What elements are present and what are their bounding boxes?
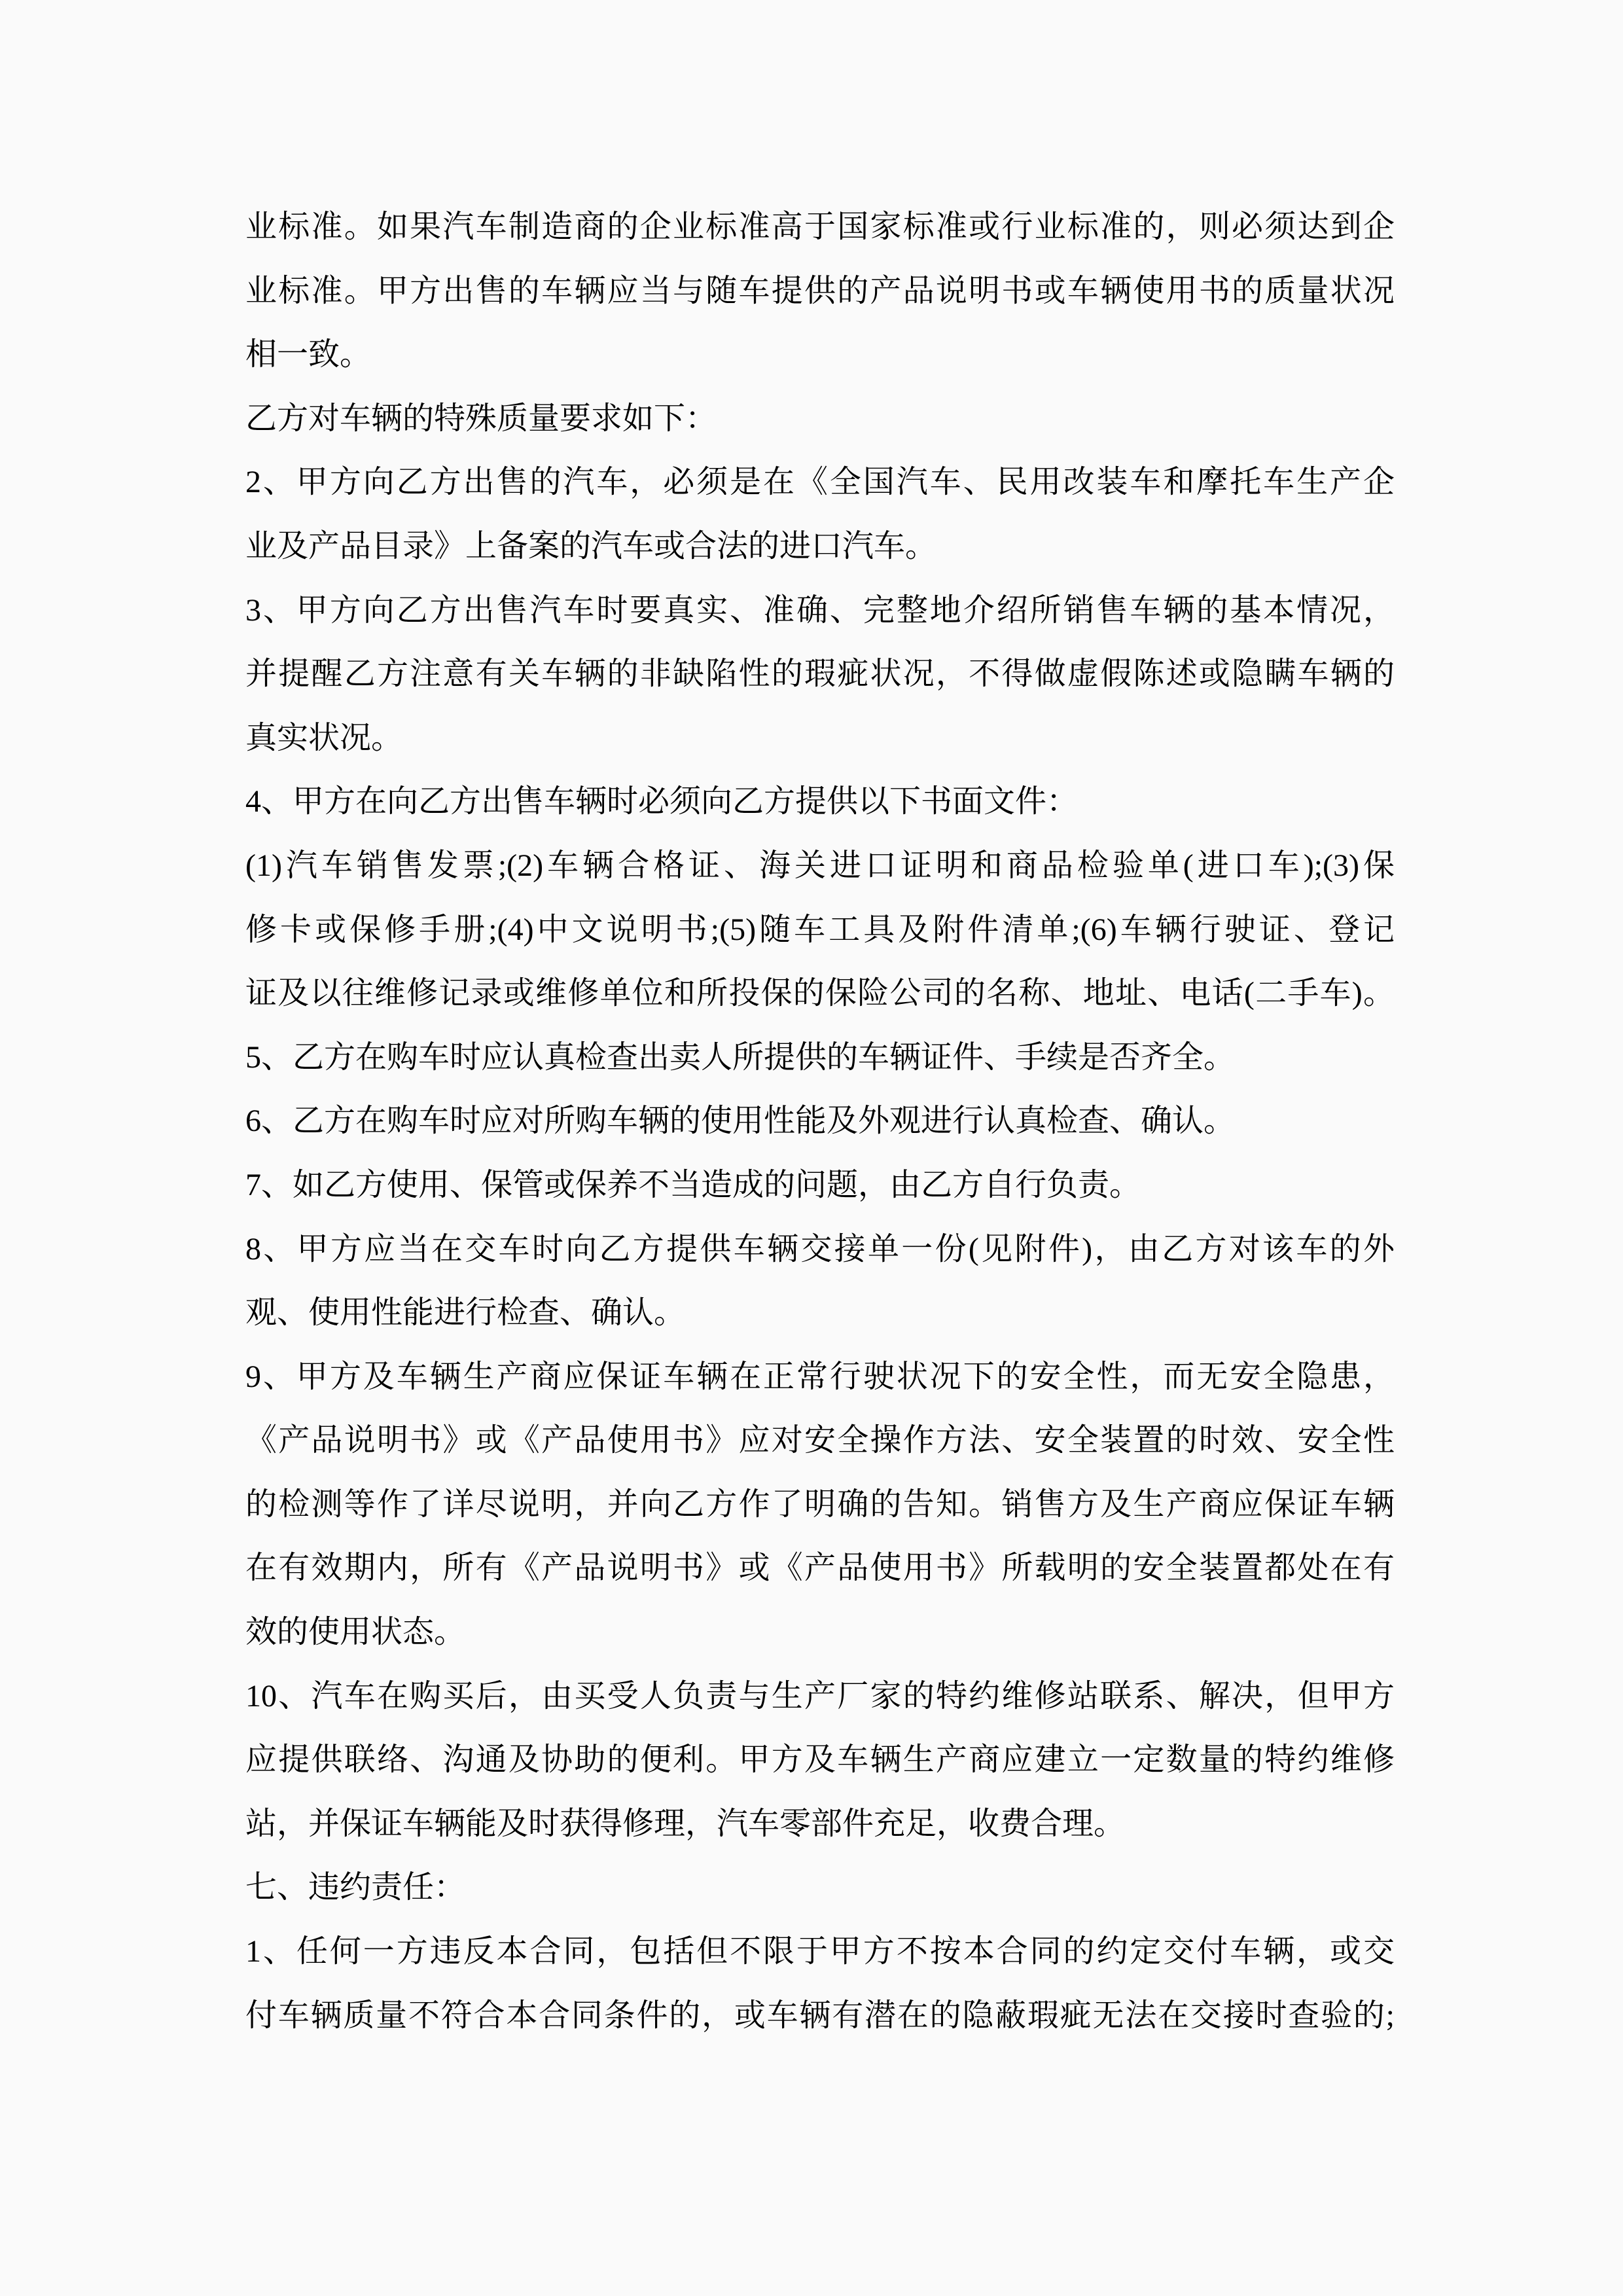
text-line: 并提醒乙方注意有关车辆的非缺陷性的瑕疵状况，不得做虚假陈述或隐瞒车辆的 <box>245 656 1395 692</box>
text-line: 付车辆质量不符合本合同条件的，或车辆有潜在的隐蔽瑕疵无法在交接时查验的; <box>245 1998 1395 2033</box>
text-line: 业标准。如果汽车制造商的企业标准高于国家标准或行业标准的，则必须达到企 <box>245 209 1395 244</box>
text-line: 业及产品目录》上备案的汽车或合法的进口汽车。 <box>245 528 937 564</box>
text-line: 相一致。 <box>245 337 372 372</box>
text-line: 在有效期内，所有《产品说明书》或《产品使用书》所载明的安全装置都处在有 <box>245 1551 1395 1586</box>
text-line: 8、甲方应当在交车时向乙方提供车辆交接单一份(见附件)，由乙方对该车的外 <box>245 1231 1395 1266</box>
text-line: 10、汽车在购买后，由买受人负责与生产厂家的特约维修站联系、解决，但甲方 <box>245 1678 1395 1713</box>
text-line: 9、甲方及车辆生产商应保证车辆在正常行驶状况下的安全性，而无安全隐患， <box>245 1359 1395 1394</box>
text-line: 3、甲方向乙方出售汽车时要真实、准确、完整地介绍所销售车辆的基本情况， <box>245 592 1395 628</box>
text-line: 站，并保证车辆能及时获得修理，汽车零部件充足，收费合理。 <box>245 1806 1126 1841</box>
text-line: 4、甲方在向乙方出售车辆时必须向乙方提供以下书面文件： <box>245 784 1079 819</box>
text-line: 《产品说明书》或《产品使用书》应对安全操作方法、安全装置的时效、安全性 <box>245 1423 1395 1458</box>
text-line: 业标准。甲方出售的车辆应当与随车提供的产品说明书或车辆使用书的质量状况 <box>245 273 1395 308</box>
text-line: 观、使用性能进行检查、确认。 <box>245 1295 686 1331</box>
text-line: 真实状况。 <box>245 720 403 755</box>
text-line: 1、任何一方违反本合同，包括但不限于甲方不按本合同的约定交付车辆，或交 <box>245 1934 1395 1969</box>
text-line: (1)汽车销售发票;(2)车辆合格证、海关进口证明和商品检验单(进口车);(3)保 <box>245 848 1395 883</box>
text-line: 的检测等作了详尽说明，并向乙方作了明确的告知。销售方及生产商应保证车辆 <box>245 1486 1395 1522</box>
text-line: 乙方对车辆的特殊质量要求如下： <box>245 401 717 436</box>
contract-text-block <box>245 195 1395 2047</box>
text-line: 效的使用状态。 <box>245 1615 466 1650</box>
text-line: 2、甲方向乙方出售的汽车，必须是在《全国汽车、民用改装车和摩托车生产企 <box>245 465 1395 500</box>
text-line: 5、乙方在购车时应认真检查出卖人所提供的车辆证件、手续是否齐全。 <box>245 1039 1236 1075</box>
text-line: 证及以往维修记录或维修单位和所投保的保险公司的名称、地址、电话(二手车)。 <box>245 976 1395 1011</box>
text-line: 应提供联络、沟通及协助的便利。甲方及车辆生产商应建立一定数量的特约维修 <box>245 1742 1395 1778</box>
text-line: 七、违约责任： <box>245 1870 466 1905</box>
text-line: 7、如乙方使用、保管或保养不当造成的问题，由乙方自行负责。 <box>245 1167 1141 1202</box>
text-line: 6、乙方在购车时应对所购车辆的使用性能及外观进行认真检查、确认。 <box>245 1103 1236 1139</box>
text-line: 修卡或保修手册;(4)中文说明书;(5)随车工具及附件清单;(6)车辆行驶证、登记 <box>245 912 1395 947</box>
